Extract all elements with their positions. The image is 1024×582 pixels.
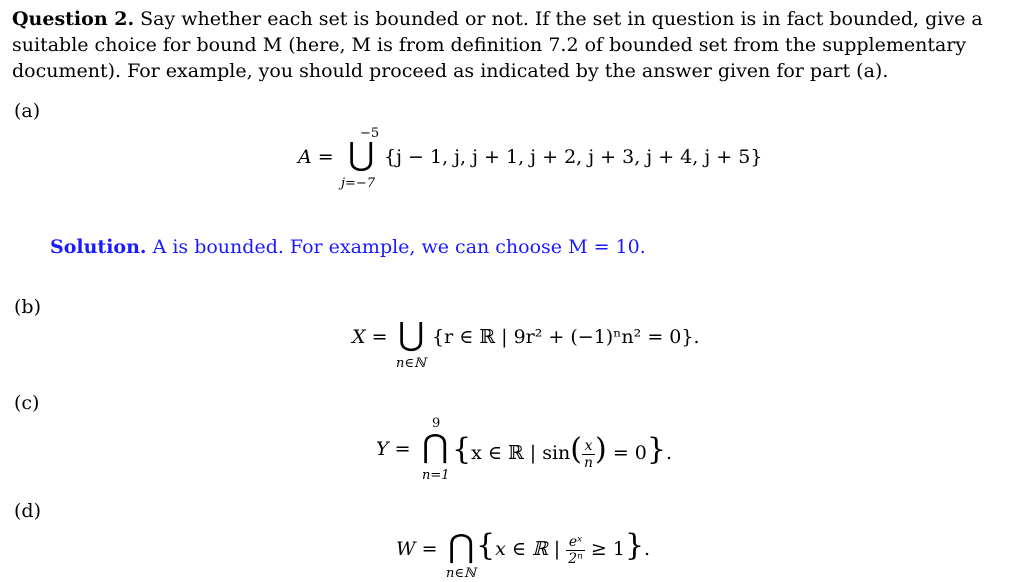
part-d-fraction (566, 534, 585, 567)
part-d-set-left: x ∈ ℝ | (495, 538, 561, 560)
part-d-label: (d) (14, 500, 41, 522)
solution-heading: Solution. (50, 236, 147, 258)
part-d-lhs: W = (396, 538, 438, 560)
part-c-label: (c) (14, 392, 40, 414)
intersection-symbol: ⋂ (422, 427, 449, 465)
part-a-solution (50, 236, 646, 258)
part-b-label: (b) (14, 296, 41, 318)
right-brace: } (646, 432, 666, 467)
part-d-set: {x ∈ ℝ | $\frac{\text{eˣ}}{\text{2ⁿ}}$ ≥ 1}. (476, 528, 651, 567)
part-c-set-right: = 0 (612, 442, 647, 464)
part-a-label: (a) (14, 100, 41, 122)
part-a-set: {j − 1, j, j + 1, j + 2, j + 3, j + 4, j + 5} (384, 146, 763, 168)
left-brace: { (476, 528, 496, 563)
right-brace: } (624, 528, 645, 563)
part-a-lower-limit: j=−7 (341, 176, 376, 191)
part-d-set-right: ≥ 1 (590, 538, 625, 560)
solution-text: A is bounded. For example, we can choose M = 10. (152, 236, 646, 258)
part-c-set-left: x ∈ ℝ | sin (471, 442, 571, 464)
left-paren: ( (570, 432, 583, 467)
question-heading: Question 2. (12, 8, 135, 30)
part-c-lhs: Y = (376, 438, 411, 460)
right-paren: ) (595, 432, 607, 467)
union-symbol: ⋃ (398, 315, 425, 353)
part-b-lower-limit: n∈ℕ (396, 356, 426, 371)
part-c-lower-limit: n=1 (422, 468, 450, 483)
question-text: Say whether each set is bounded or not. If the set in question is in fact bounded, give a suitable choice for bound M (here, M is from definition 7.2 of bounded set from the supplementary document). For example, you should proceed as indicated by the answer given for part (a). (12, 8, 983, 82)
part-b-lhs: X = (352, 326, 388, 348)
left-brace: { (452, 432, 472, 467)
part-c-fraction (582, 438, 595, 471)
part-b-set: {r ∈ ℝ | 9r² + (−1)ⁿn² = 0}. (432, 326, 700, 348)
part-c-set: {x ∈ ℝ | sin( $\frac{x}{n}$ ) = 0}. (452, 432, 673, 471)
part-d-frac-num: eˣ (566, 534, 585, 551)
union-symbol: ⋃ (348, 135, 375, 173)
question-paragraph (12, 6, 1012, 84)
part-c-frac-den: n (584, 454, 594, 471)
part-a-lhs: A = (298, 146, 334, 168)
part-c-upper-limit: 9 (432, 416, 441, 431)
part-d-lower-limit: n∈ℕ (446, 566, 476, 581)
part-a-upper-limit: −5 (360, 126, 380, 141)
part-d-frac-den: 2ⁿ (568, 550, 583, 567)
part-c-frac-num: x (582, 438, 595, 455)
intersection-symbol: ⋂ (448, 527, 475, 565)
